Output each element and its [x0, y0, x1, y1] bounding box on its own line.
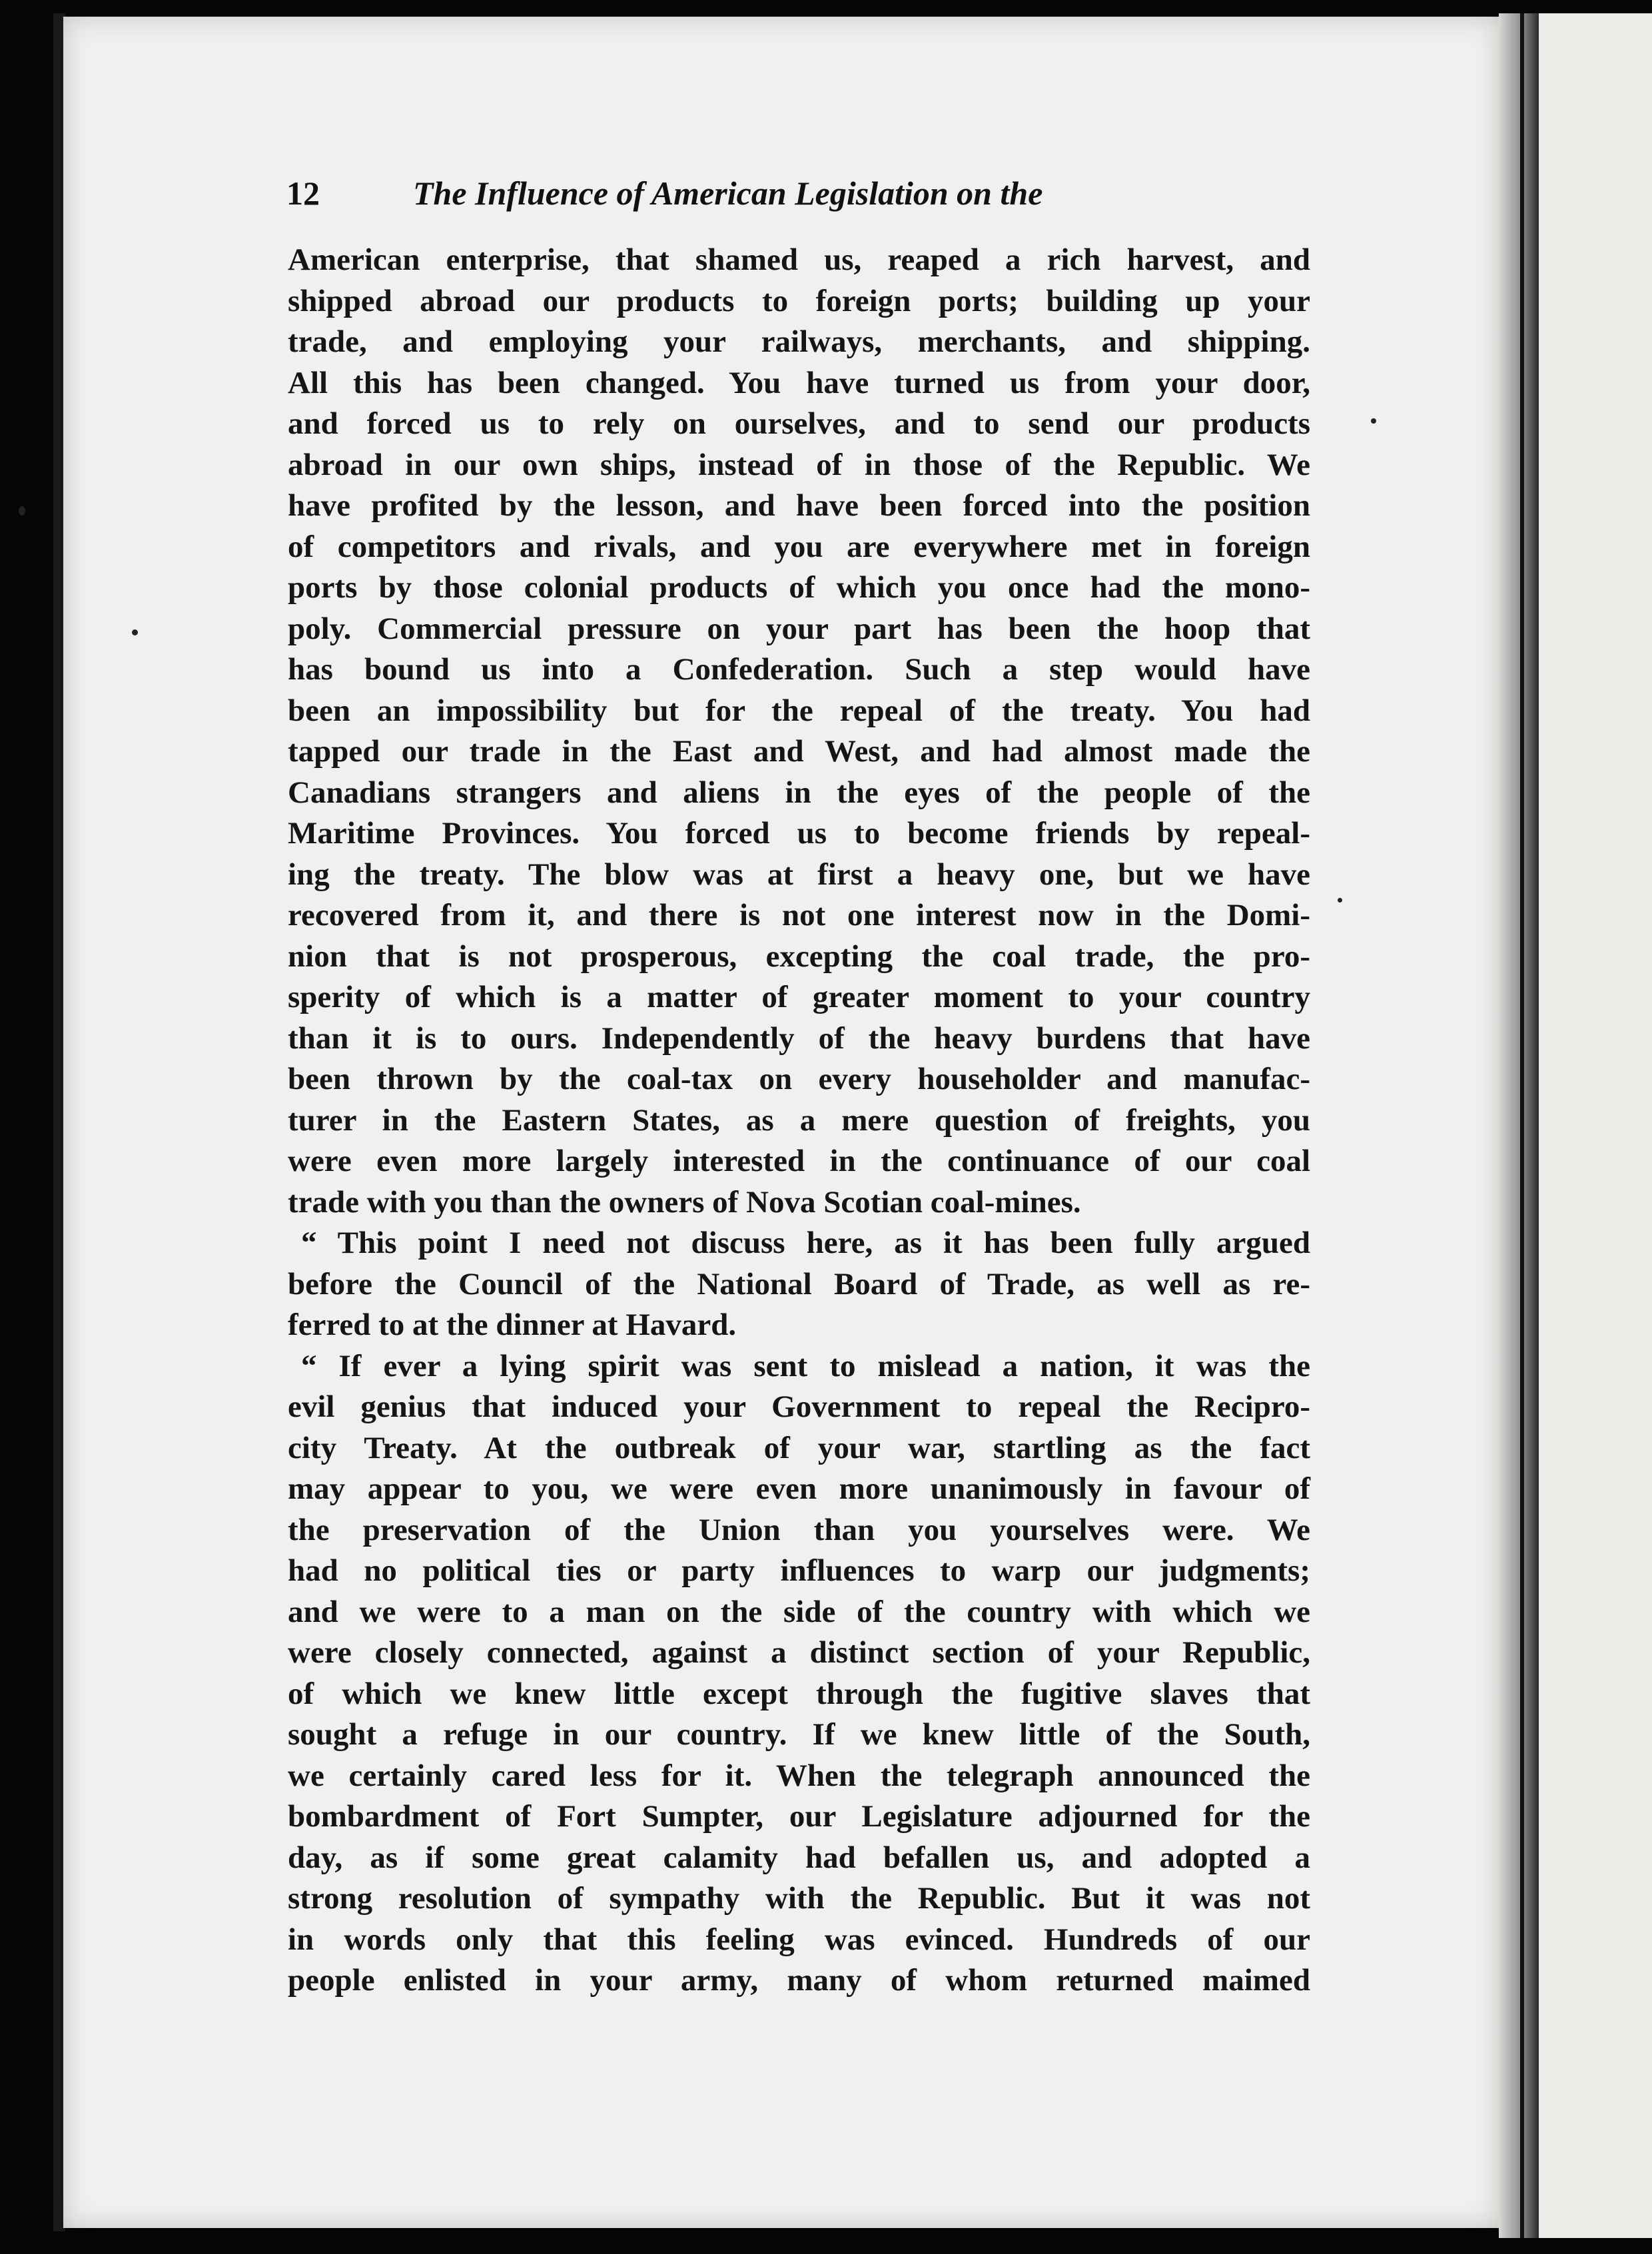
text-line: were closely connected, against a distinct section of your Republic, [288, 1635, 1310, 1670]
text-line: Maritime Provinces. You forced us to become friends by repeal- [288, 816, 1310, 851]
text-line: before the Council of the National Board of Trade, as well as re- [288, 1266, 1310, 1302]
scan-speck [1338, 898, 1342, 903]
text-line: been thrown by the coal-tax on every householder and manufac- [288, 1062, 1310, 1096]
text-line: shipped abroad our products to foreign ports; building up your [288, 283, 1310, 318]
running-title: The Influence of American Legislation on the [413, 175, 1043, 212]
running-header [286, 170, 1326, 216]
text-line: sought a refuge in our country. If we knew little of the South, [288, 1717, 1310, 1752]
text-line: nion that is not prosperous, excepting the coal trade, the pro- [288, 939, 1310, 974]
text-line: poly. Commercial pressure on your part has been the hoop that [288, 611, 1310, 646]
book-gutter [1499, 13, 1539, 2238]
text-line: city Treaty. At the outbreak of your war, startling as the fact [288, 1430, 1310, 1465]
adjacent-page-edge [1539, 13, 1652, 2238]
text-line: tapped our trade in the East and West, and had almost made the [288, 734, 1310, 769]
text-line: and we were to a man on the side of the country with which we [288, 1594, 1310, 1629]
text-line: we certainly cared less for it. When the telegraph announced the [288, 1758, 1310, 1793]
text-line: strong resolution of sympathy with the Republic. But it was not [288, 1881, 1310, 1916]
text-line: has bound us into a Confederation. Such a step would have [288, 652, 1310, 687]
text-line: “ If ever a lying spirit was sent to mislead a nation, it was the [301, 1348, 1310, 1383]
text-line: had no political ties or party influences to warp our judgments; [288, 1553, 1310, 1588]
text-line: have profited by the lesson, and have been forced into the position [288, 488, 1310, 523]
text-line: in words only that this feeling was evinced. Hundreds of our [288, 1922, 1310, 1957]
text-line: trade with you than the owners of Nova Scotian coal-mines. [288, 1184, 1081, 1220]
text-line: “ This point I need not discuss here, as it has been fully argued [301, 1226, 1310, 1260]
text-line: ferred to at the dinner at Havard. [288, 1308, 737, 1342]
text-line: Canadians strangers and aliens in the eyes of the people of the [288, 775, 1310, 810]
scan-speck [132, 629, 138, 635]
text-line: of which we knew little except through the fugitive slaves that [288, 1676, 1310, 1711]
text-line: trade, and employing your railways, merchants, and shipping. [288, 324, 1310, 359]
gutter-fold-line [1520, 13, 1524, 2238]
text-line: evil genius that induced your Government to repeal the Recipro- [288, 1389, 1310, 1424]
text-line: people enlisted in your army, many of whom returned maimed [288, 1963, 1310, 1998]
text-line: the preservation of the Union than you yourselves were. We [288, 1512, 1310, 1547]
text-line: than it is to ours. Independently of the heavy burdens that have [288, 1020, 1310, 1056]
text-line: bombardment of Fort Sumpter, our Legislature adjourned for the [288, 1799, 1310, 1834]
text-line: sperity of which is a matter of greater moment to your country [288, 980, 1310, 1014]
text-line: of competitors and rivals, and you are everywhere met in foreign [288, 529, 1310, 564]
text-line: turer in the Eastern States, as a mere question of freights, you [288, 1102, 1310, 1138]
text-line: and forced us to rely on ourselves, and to send our products [288, 406, 1310, 441]
text-line: recovered from it, and there is not one interest now in the Domi- [288, 898, 1310, 933]
text-line: American enterprise, that shamed us, reaped a rich harvest, and [288, 242, 1310, 277]
text-line: ing the treaty. The blow was at first a heavy one, but we have [288, 857, 1310, 892]
text-line: day, as if some great calamity had befallen us, and adopted a [288, 1840, 1310, 1875]
page-number: 12 [286, 175, 320, 212]
scan-speck [19, 506, 25, 516]
text-line: were even more largely interested in the continuance of our coal [288, 1144, 1310, 1178]
text-line: been an impossibility but for the repeal of the treaty. You had [288, 693, 1310, 728]
text-line: ports by those colonial products of which you once had the mono- [288, 570, 1310, 605]
scan-speck [1371, 418, 1376, 424]
text-line: All this has been changed. You have turned us from your door, [288, 365, 1310, 400]
text-line: may appear to you, we were even more unanimously in favour of [288, 1471, 1310, 1506]
text-line: abroad in our own ships, instead of in those of the Republic. We [288, 447, 1310, 482]
body-text [288, 240, 1310, 2002]
